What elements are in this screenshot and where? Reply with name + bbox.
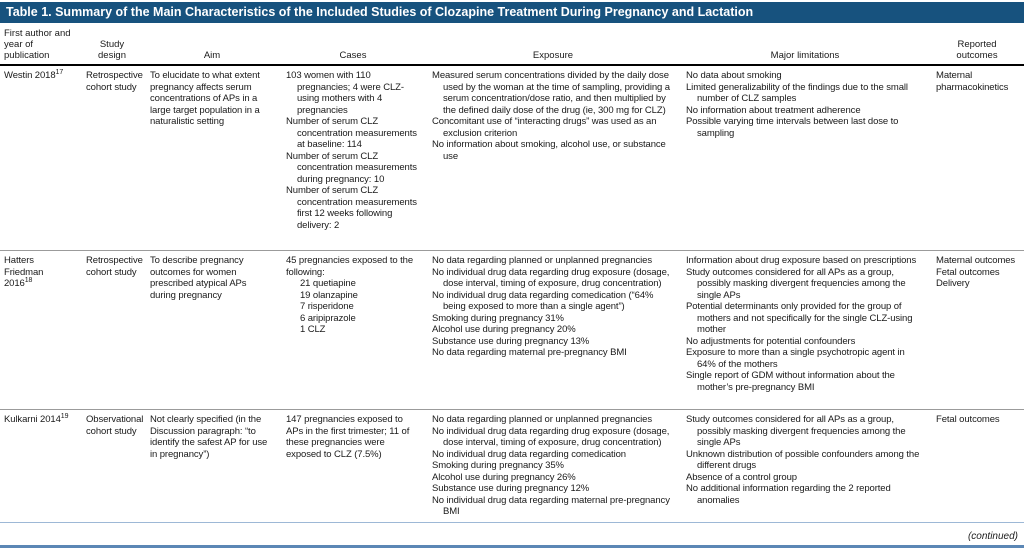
cell-line: Not clearly specified (in the Discussion paragraph: “to identify the safest AP for use in pregnancy”) bbox=[150, 414, 268, 460]
cell-line: Maternal pharmacokinetics bbox=[936, 70, 1009, 93]
column-header-aim: Aim bbox=[203, 50, 221, 61]
cell-line: Information about drug exposure based on prescriptions bbox=[686, 255, 917, 266]
cell-line: Smoking during pregnancy 35% bbox=[432, 460, 564, 471]
table-header-row bbox=[0, 23, 1024, 66]
cell-exposure bbox=[426, 70, 680, 162]
cell-reported-outcomes bbox=[930, 70, 1024, 93]
cell-line: Delivery bbox=[936, 278, 970, 289]
cell-line: No information about smoking, alcohol use, or substance use bbox=[432, 139, 666, 162]
reference-superscript: 18 bbox=[24, 276, 33, 284]
cell-line: 21 quetiapine bbox=[300, 278, 356, 289]
cell-major-limitations bbox=[680, 70, 930, 139]
cell-major-limitations bbox=[680, 414, 930, 506]
cell-line: 147 pregnancies exposed to APs in the first trimester; 11 of these pregnancies were exposed to CLZ (7.5%) bbox=[286, 414, 410, 460]
author-name: Hatters Friedman 2016 bbox=[4, 255, 44, 289]
cell-line: No individual drug data regarding comedication (“64% being exposed to more than a single agent”) bbox=[432, 289, 654, 312]
author-name: Westin 2018 bbox=[4, 70, 56, 81]
column-header-major-limitations: Major limitations bbox=[770, 50, 840, 61]
cell-line: Substance use during pregnancy 13% bbox=[432, 335, 590, 347]
cell-line: Alcohol use during pregnancy 26% bbox=[432, 471, 576, 483]
cell-study-design: Observational cohort study bbox=[86, 414, 144, 437]
cell-line: To describe pregnancy outcomes for women prescribed atypical APs during pregnancy bbox=[150, 255, 247, 301]
paper-table-page bbox=[0, 2, 1024, 548]
cell-line: Number of serum CLZ concentration measurements first 12 weeks following delivery: 2 bbox=[286, 185, 417, 231]
cell-line: Maternal outcomes bbox=[936, 255, 1016, 266]
cell-line: Limited generalizability of the findings due to the small number of CLZ samples bbox=[686, 81, 908, 104]
column-header-reported-outcomes: Reported outcomes bbox=[956, 39, 998, 61]
continued-label: (continued) bbox=[967, 531, 1018, 542]
cell-line: Fetal outcomes bbox=[936, 414, 1000, 425]
cell-line: 45 pregnancies exposed to the following: bbox=[286, 255, 414, 278]
cell-line: Possible varying time intervals between last dose to sampling bbox=[686, 116, 899, 139]
cell-line: No data regarding planned or unplanned pregnancies bbox=[432, 414, 653, 425]
column-header-first-author: First author and year of publication bbox=[4, 28, 71, 61]
cell-line: 103 women with 110 pregnancies; 4 were CLZ-using mothers with 4 pregnancies bbox=[286, 70, 404, 116]
cell-line: No data regarding maternal pre-pregnancy BMI bbox=[432, 347, 627, 358]
cell-reported-outcomes bbox=[930, 414, 1024, 426]
column-header-study-design: Study design bbox=[98, 39, 126, 61]
cell-line: No data about smoking bbox=[686, 70, 782, 81]
cell-exposure bbox=[426, 414, 680, 518]
cell-line: Fetal outcomes bbox=[936, 266, 1000, 278]
cell-line: Substance use during pregnancy 12% bbox=[432, 483, 590, 494]
cell-line: 19 olanzapine bbox=[300, 289, 358, 301]
table-row-westin-2018 bbox=[0, 66, 1024, 250]
cell-line: No individual drug data regarding comedication bbox=[432, 448, 626, 460]
cell-line: Concomitant use of “interacting drugs” was used as an exclusion criterion bbox=[432, 116, 657, 139]
cell-line: 7 risperidone bbox=[300, 301, 354, 312]
cell-line: To elucidate to what extent pregnancy affects serum concentrations of APs in a large target population in a naturalistic setting bbox=[150, 70, 260, 127]
column-header-cases: Cases bbox=[339, 50, 367, 61]
cell-line: 1 CLZ bbox=[300, 324, 326, 335]
cell-cases bbox=[280, 70, 426, 231]
cell-author bbox=[0, 414, 80, 426]
cell-author bbox=[0, 70, 80, 82]
cell-line: No individual drug data regarding drug exposure (dosage, dose interval, timing of exposure, drug concentration) bbox=[432, 266, 670, 289]
column-header-exposure: Exposure bbox=[532, 50, 574, 61]
table-footer bbox=[0, 522, 1024, 548]
cell-line: No adjustments for potential confounders bbox=[686, 335, 856, 347]
cell-line: 6 aripiprazole bbox=[300, 312, 356, 324]
table-row-kulkarni-2014 bbox=[0, 409, 1024, 530]
cell-line: Study outcomes considered for all APs as a group, possibly masking divergent frequencies among the single APs bbox=[686, 266, 906, 301]
cell-line: Number of serum CLZ concentration measurements at baseline: 114 bbox=[286, 116, 417, 150]
table-title: Table 1. Summary of the Main Characteristics of the Included Studies of Clozapine Treatment During Pregnancy and Lactation bbox=[6, 5, 754, 19]
cell-line: Study outcomes considered for all APs as a group, possibly masking divergent frequencies among the single APs bbox=[686, 414, 906, 448]
cell-line: Absence of a control group bbox=[686, 471, 797, 483]
cell-study-design: Retrospective cohort study bbox=[86, 70, 143, 93]
reference-superscript: 19 bbox=[60, 412, 69, 420]
cell-line: Measured serum concentrations divided by the daily dose used by the woman at the time of sampling, providing a serum concentration/dose ratio, and then multiplied by the defined daily dose of the drug (ie, 300 mg for CLZ) bbox=[432, 70, 670, 116]
cell-line: No additional information regarding the 2 reported anomalies bbox=[686, 483, 891, 506]
cell-study-design: Retrospective cohort study bbox=[86, 255, 143, 278]
cell-exposure bbox=[426, 255, 680, 359]
cell-line: Potential determinants only provided for the group of mothers and not specifically for the single CLZ-using mother bbox=[686, 301, 913, 335]
cell-cases bbox=[280, 255, 426, 336]
cell-aim bbox=[144, 255, 280, 301]
cell-author bbox=[0, 255, 80, 290]
cell-aim bbox=[144, 414, 280, 460]
cell-aim bbox=[144, 70, 280, 128]
author-name: Kulkarni 2014 bbox=[4, 414, 61, 425]
cell-line: No individual drug data regarding drug exposure (dosage, dose interval, timing of exposure, drug concentration) bbox=[432, 425, 670, 448]
reference-superscript: 17 bbox=[55, 68, 64, 76]
cell-cases bbox=[280, 414, 426, 460]
cell-reported-outcomes bbox=[930, 255, 1024, 290]
table-row-hatters-friedman-2016 bbox=[0, 250, 1024, 409]
cell-line: No individual drug data regarding maternal pre-pregnancy BMI bbox=[432, 494, 670, 517]
cell-major-limitations bbox=[680, 255, 930, 393]
cell-line: Smoking during pregnancy 31% bbox=[432, 312, 564, 324]
cell-line: Number of serum CLZ concentration measurements during pregnancy: 10 bbox=[286, 150, 417, 185]
cell-line: Single report of GDM without information about the mother’s pre-pregnancy BMI bbox=[686, 370, 895, 393]
cell-line: No data regarding planned or unplanned pregnancies bbox=[432, 255, 653, 266]
cell-line: Alcohol use during pregnancy 20% bbox=[432, 324, 576, 335]
cell-line: No information about treatment adherence bbox=[686, 104, 861, 116]
cell-line: Exposure to more than a single psychotropic agent in 64% of the mothers bbox=[686, 347, 905, 370]
table-title-bar bbox=[0, 2, 1024, 23]
cell-line: Unknown distribution of possible confounders among the different drugs bbox=[686, 448, 920, 471]
